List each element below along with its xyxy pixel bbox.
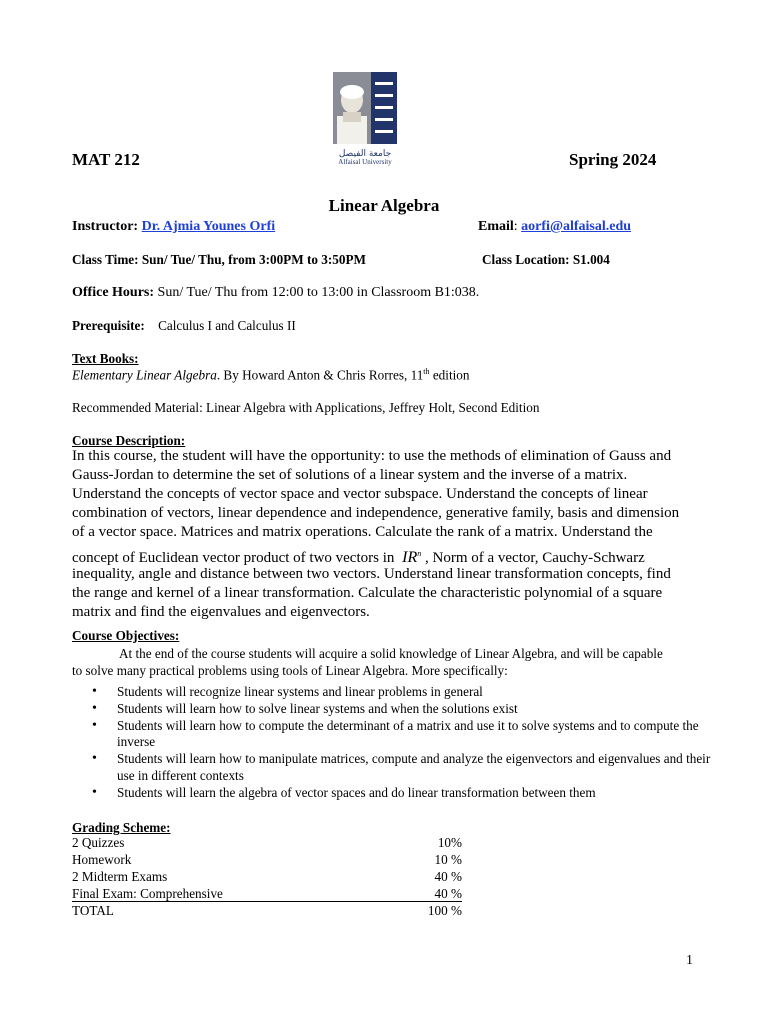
logo-caption-english: Alfaisal University [338, 158, 392, 166]
table-row [72, 834, 462, 851]
description-line: combination of vectors, linear dependence and independence, generative family, basis and dimension [72, 505, 680, 521]
email-link[interactable]: aorfi@alfaisal.edu [521, 219, 632, 234]
page-number: 1 [686, 953, 693, 968]
grading-weight: 10 % [434, 852, 462, 867]
instructor-line [72, 219, 275, 235]
objectives-intro-line: to solve many practical problems using tools of Linear Algebra. More specifically: [72, 663, 508, 678]
objectives-list [72, 684, 712, 802]
grading-item: Homework [72, 852, 132, 867]
grading-weight: 100 % [427, 903, 462, 918]
instructor-label: Instructor: [72, 219, 139, 234]
recommended-material: Recommended Material: Linear Algebra with Applications, Jeffrey Holt, Second Edition [72, 400, 540, 415]
grading-item: 2 Quizzes [72, 835, 125, 850]
course-description-body [72, 447, 712, 622]
class-location: Class Location: S1.004 [482, 252, 610, 267]
course-code: MAT 212 [72, 150, 140, 169]
description-line: Understand the concepts of vector space and vector subspace. Understand the concepts of linear [72, 486, 648, 502]
grading-weight: 40 % [434, 869, 462, 884]
list-item: • Students will learn how to solve linear systems and when the solutions exist [72, 701, 712, 718]
table-row [72, 868, 462, 885]
class-time: Class Time: Sun/ Tue/ Thu, from 3:00PM to 3:50PM [72, 252, 366, 267]
text-book-edition: edition [429, 367, 470, 383]
description-line: matrix and find the eigenvalues and eigenvectors. [72, 604, 370, 620]
table-row [72, 885, 462, 902]
list-item: • Students will learn how to compute the determinant of a matrix and use it to solve systems and to compute the inverse [72, 718, 712, 752]
grading-item: Final Exam: Comprehensive [72, 886, 223, 901]
text-book-title: Elementary Linear Algebra [72, 367, 217, 383]
course-objectives-heading: Course Objectives: [72, 628, 180, 643]
instructor-name-link[interactable]: Dr. Ajmia Younes Orfi [141, 219, 276, 234]
grading-heading: Grading Scheme: [72, 820, 171, 835]
office-hours [72, 285, 479, 301]
logo-caption-arabic: جامعة الفيصل [338, 149, 392, 159]
table-row [72, 851, 462, 868]
text-book-line [72, 367, 469, 383]
description-line: of a vector space. Matrices and matrix operations. Calculate the rank of a matrix. Understand the [72, 524, 653, 540]
table-row [72, 902, 462, 919]
grading-weight: 10% [437, 835, 462, 850]
list-item: • Students will learn the algebra of vector spaces and do linear transformation between them [72, 785, 712, 802]
office-hours-label: Office Hours: [72, 285, 155, 300]
email-label: Email [478, 219, 514, 234]
prerequisite-label: Prerequisite: [72, 318, 145, 333]
course-title: Linear Algebra [328, 196, 440, 215]
description-line: In this course, the student will have the opportunity: to use the methods of elimination of Gauss and [72, 448, 672, 464]
description-line-part: concept of Euclidean vector product of two vectors in [72, 550, 399, 566]
description-line [72, 542, 712, 565]
description-line: inequality, angle and distance between two vectors. Understand linear transformation concepts, find [72, 566, 671, 582]
description-line: the range and kernel of a linear transformation. Calculate the characteristic polynomial of a square [72, 585, 663, 601]
course-objectives-intro [72, 645, 712, 679]
grading-item: 2 Midterm Exams [72, 869, 168, 884]
objectives-intro-line: At the end of the course students will acquire a solid knowledge of Linear Algebra, and will be capable [119, 646, 663, 661]
email-separator: : [513, 219, 518, 234]
grading-weight: 40 % [434, 886, 462, 901]
grading-item: TOTAL [72, 903, 114, 918]
math-superscript-n: n [417, 549, 422, 558]
office-hours-text: Sun/ Tue/ Thu from 12:00 to 13:00 in Classroom B1:038. [154, 285, 480, 300]
list-item: • Students will learn how to manipulate matrices, compute and analyze the eigenvectors and eigenvalues and their use in different contexts [72, 751, 712, 785]
description-line-part: , Norm of a vector, Cauchy-Schwarz [421, 550, 645, 566]
text-books-heading: Text Books: [72, 351, 139, 366]
text-book-authors: . By Howard Anton & Chris Rorres, 11 [216, 367, 424, 383]
email-line [478, 219, 631, 235]
prerequisite-text: Calculus I and Calculus II [158, 318, 296, 333]
term: Spring 2024 [569, 150, 657, 169]
text-book-edition-sup: th [423, 367, 430, 376]
list-item: • Students will recognize linear systems and linear problems in general [72, 684, 712, 701]
prerequisite [72, 318, 296, 334]
description-line: Gauss-Jordan to determine the set of solutions of a linear system and the inverse of a matrix. [72, 467, 628, 483]
math-symbol-ir: IR [402, 549, 418, 566]
course-description-heading: Course Description: [72, 433, 186, 448]
